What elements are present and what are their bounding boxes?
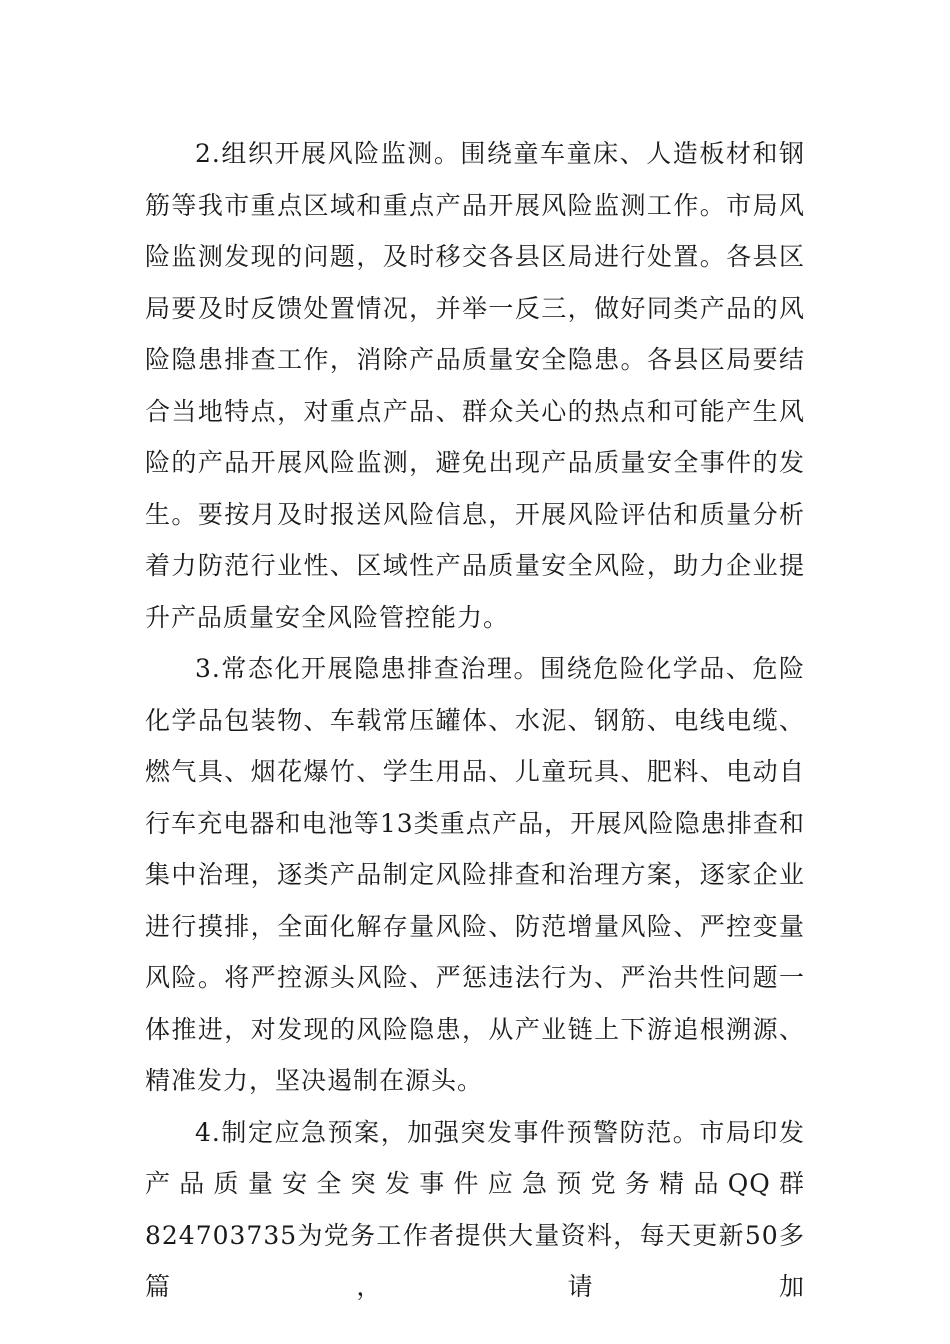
document-body	[145, 128, 805, 1313]
paragraph-risk-monitoring: 2.组织开展风险监测。围绕童车童床、人造板材和钢筋等我市重点区域和重点产品开展风险监测工作。市局风险监测发现的问题，及时移交各县区局进行处置。各县区局要及时反馈处置情况，并举一反三，做好同类产品的风险隐患排查工作，消除产品质量安全隐患。各县区局要结合当地特点，对重点产品、群众关心的热点和可能产生风险的产品开展风险监测，避免出现产品质量安全事件的发生。要按月及时报送风险信息，开展风险评估和质量分析着力防范行业性、区域性产品质量安全风险，助力企业提升产品质量安全风险管控能力。	[145, 139, 805, 632]
paragraph-hazard-investigation: 3.常态化开展隐患排查治理。围绕危险化学品、危险化学品包装物、车载常压罐体、水泥、钢筋、电线电缆、燃气具、烟花爆竹、学生用品、儿童玩具、肥料、电动自行车充电器和电池等13类重点产品，开展风险隐患排查和集中治理，逐类产品制定风险排查和治理方案，逐家企业进行摸排，全面化解存量风险、防范增量风险、严控变量风险。将严控源头风险、严惩违法行为、严治共性问题一体推进，对发现的风险隐患，从产业链上下游追根溯源、精准发力，坚决遏制在源头。	[145, 654, 805, 1095]
paragraph-emergency-plan: 4.制定应急预案，加强突发事件预警防范。市局印发产品质量安全突发事件应急预党务精品QQ群824703735为党务工作者提供大量资料，每天更新50多篇，请加	[145, 1117, 805, 1301]
